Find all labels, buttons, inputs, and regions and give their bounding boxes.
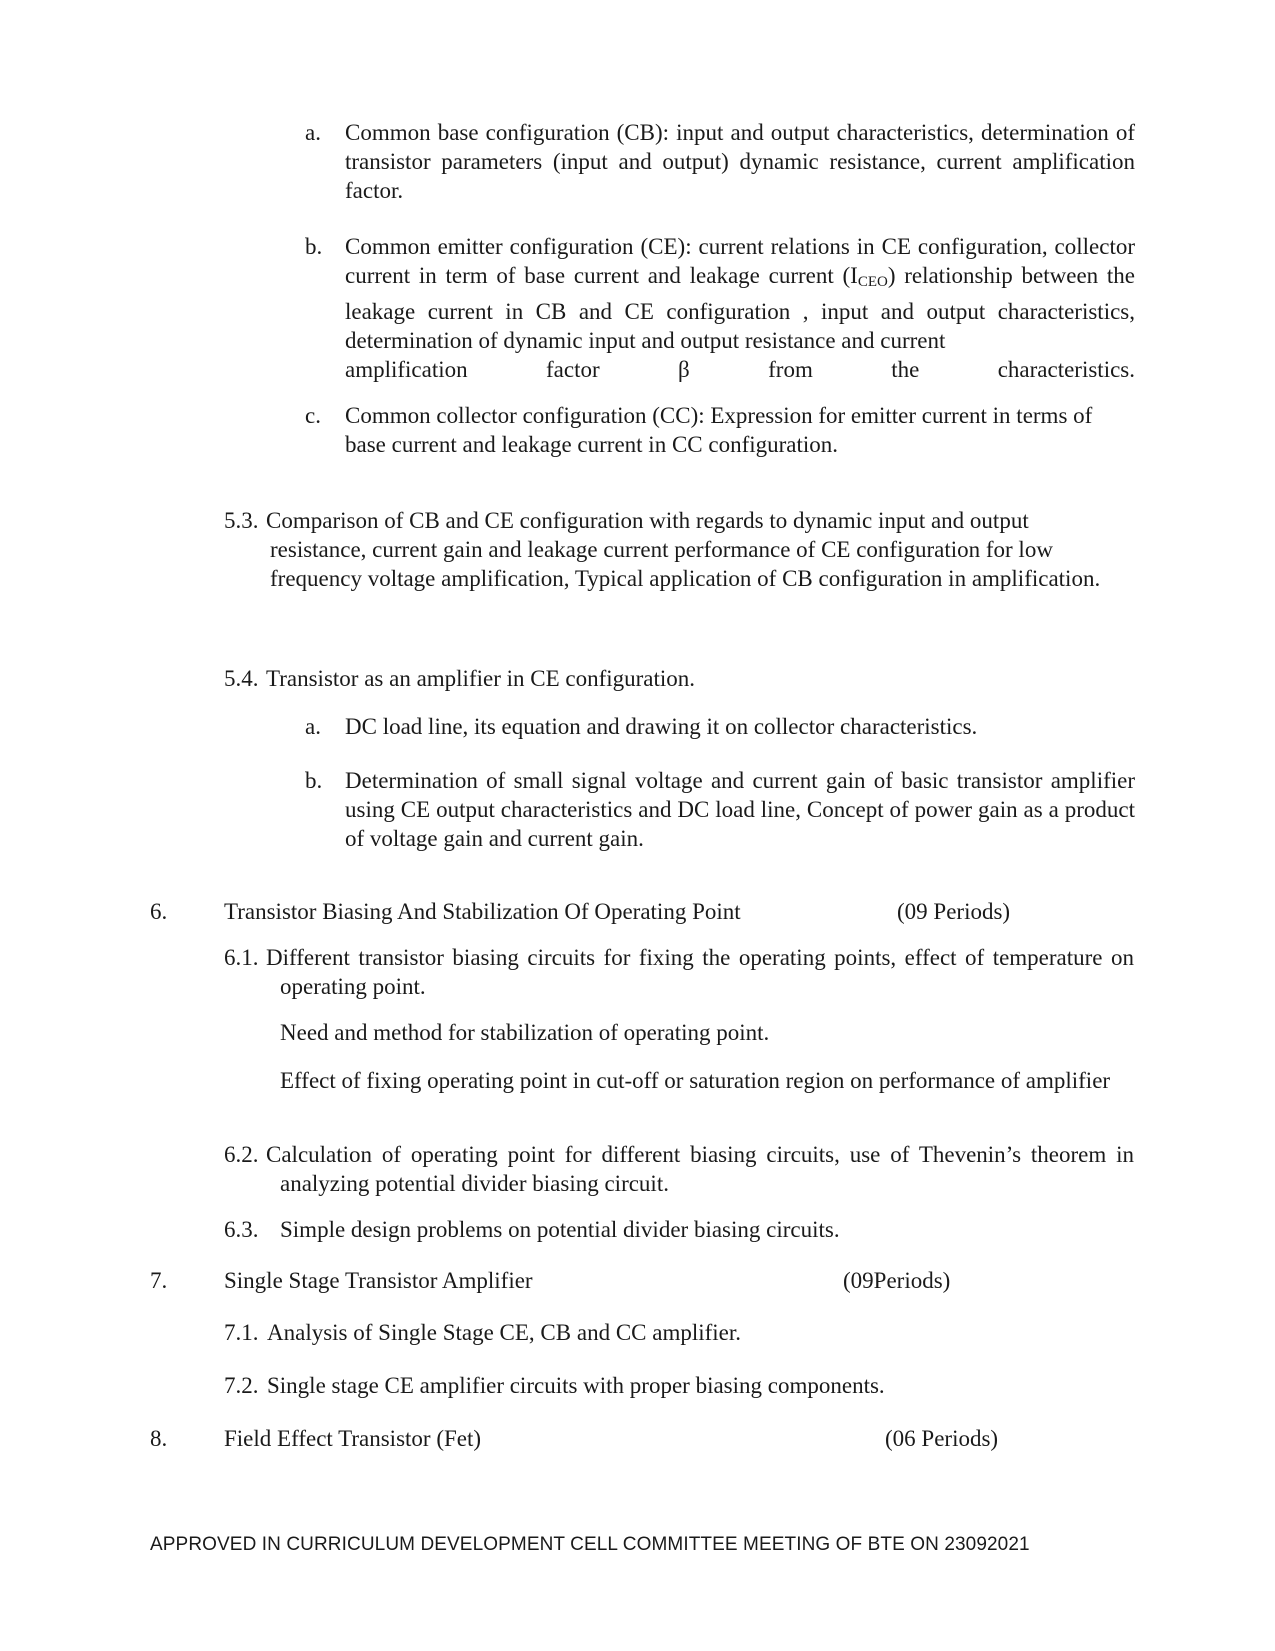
section-text: Single stage CE amplifier circuits with proper biasing components. <box>267 1373 885 1398</box>
section-text: Transistor as an amplifier in CE configuration. <box>266 666 696 691</box>
chapter-periods: (09Periods) <box>843 1268 951 1293</box>
section-number: 6.1. <box>224 945 259 970</box>
chapter-title: Transistor Biasing And Stabilization Of Operating Point <box>224 899 741 924</box>
item-text <box>345 232 1135 355</box>
section-text <box>224 506 1104 593</box>
item-text-part: ) relationship between the leakage current in CB and CE configuration , input and output characteristics, determination of dynamic input and output resistance and current <box>345 263 1135 353</box>
section-text-content: Comparison of CB and CE configuration with regards to dynamic input and output resistance, current gain and leakage current performance of CE configuration for low frequency voltage amplification, Typical application of CB configuration in amplification. <box>266 508 1101 591</box>
item-label: a. <box>305 714 321 739</box>
section-6-3 <box>224 1215 1134 1244</box>
chapter-number: 7. <box>150 1268 168 1293</box>
subscript-ceo: CEO <box>857 274 888 290</box>
section-7-1 <box>224 1318 1134 1347</box>
section-6-2 <box>224 1140 1134 1198</box>
operating-point-effect-paragraph: Effect of fixing operating point in cut-off or saturation region on performance of amplifier <box>280 1068 1111 1093</box>
chapter-number: 8. <box>150 1426 168 1451</box>
section-5-3 <box>224 506 1104 593</box>
section-text: Analysis of Single Stage CE, CB and CC amplifier. <box>267 1320 742 1345</box>
section-text: Simple design problems on potential divider biasing circuits. <box>280 1217 840 1242</box>
chapter-periods: (09 Periods) <box>897 899 1011 924</box>
section-5-4 <box>224 664 1134 693</box>
chapter-6-heading <box>150 897 1135 926</box>
section-text: Different transistor biasing circuits for fixing the operating points, effect of temperature on operating point. <box>266 945 1134 999</box>
section-number: 6.2. <box>224 1142 259 1167</box>
item-text: Determination of small signal voltage and current gain of basic transistor amplifier using CE output characteristics and DC load line, Concept of power gain as a product of voltage gain and current gain. <box>345 768 1135 851</box>
chapter-8-heading <box>150 1424 1135 1453</box>
item-text: Common collector configuration (CC): Expression for emitter current in terms of base current and leakage current in CC configuration. <box>345 403 1093 457</box>
item-text-last-line: amplification factor β from the characteristics. <box>345 357 1135 382</box>
section-number: 6.3. <box>224 1217 259 1242</box>
section-number: 7.2. <box>224 1373 259 1398</box>
approval-footer: APPROVED IN CURRICULUM DEVELOPMENT CELL COMMITTEE MEETING OF BTE ON 23092021 <box>150 1534 1030 1555</box>
section-number: 5.3. <box>224 508 259 533</box>
item-label: a. <box>305 120 321 145</box>
section-7-2 <box>224 1371 1134 1400</box>
section-number: 7.1. <box>224 1320 259 1345</box>
item-label: b. <box>305 768 323 793</box>
chapter-title: Single Stage Transistor Amplifier <box>224 1268 533 1293</box>
item-text: Common base configuration (CB): input and output characteristics, determination of transistor parameters (input and output) dynamic resistance, current amplification factor. <box>345 120 1135 203</box>
item-label: b. <box>305 234 323 259</box>
cc-configuration-item <box>305 401 1135 459</box>
chapter-7-heading <box>150 1266 1135 1295</box>
item-label: c. <box>305 403 321 428</box>
section-text: Calculation of operating point for different biasing circuits, use of Thevenin’s theorem in analyzing potential divider biasing circuit. <box>266 1142 1134 1196</box>
ce-configuration-item <box>305 232 1135 384</box>
chapter-number: 6. <box>150 899 168 924</box>
chapter-periods: (06 Periods) <box>885 1426 999 1451</box>
item-text-part: Common emitter configuration (CE): current relations in CE configuration, collector current in term of base current and leakage current (I <box>345 234 1135 288</box>
chapter-title: Field Effect Transistor (Fet) <box>224 1426 482 1451</box>
item-text: DC load line, its equation and drawing it on collector characteristics. <box>345 714 978 739</box>
cb-configuration-item <box>305 118 1135 205</box>
section-number: 5.4. <box>224 666 259 691</box>
section-6-1 <box>224 943 1134 1001</box>
stabilization-need-paragraph: Need and method for stabilization of operating point. <box>280 1020 770 1045</box>
small-signal-gain-item <box>305 766 1135 853</box>
dc-load-line-item <box>305 712 1135 741</box>
